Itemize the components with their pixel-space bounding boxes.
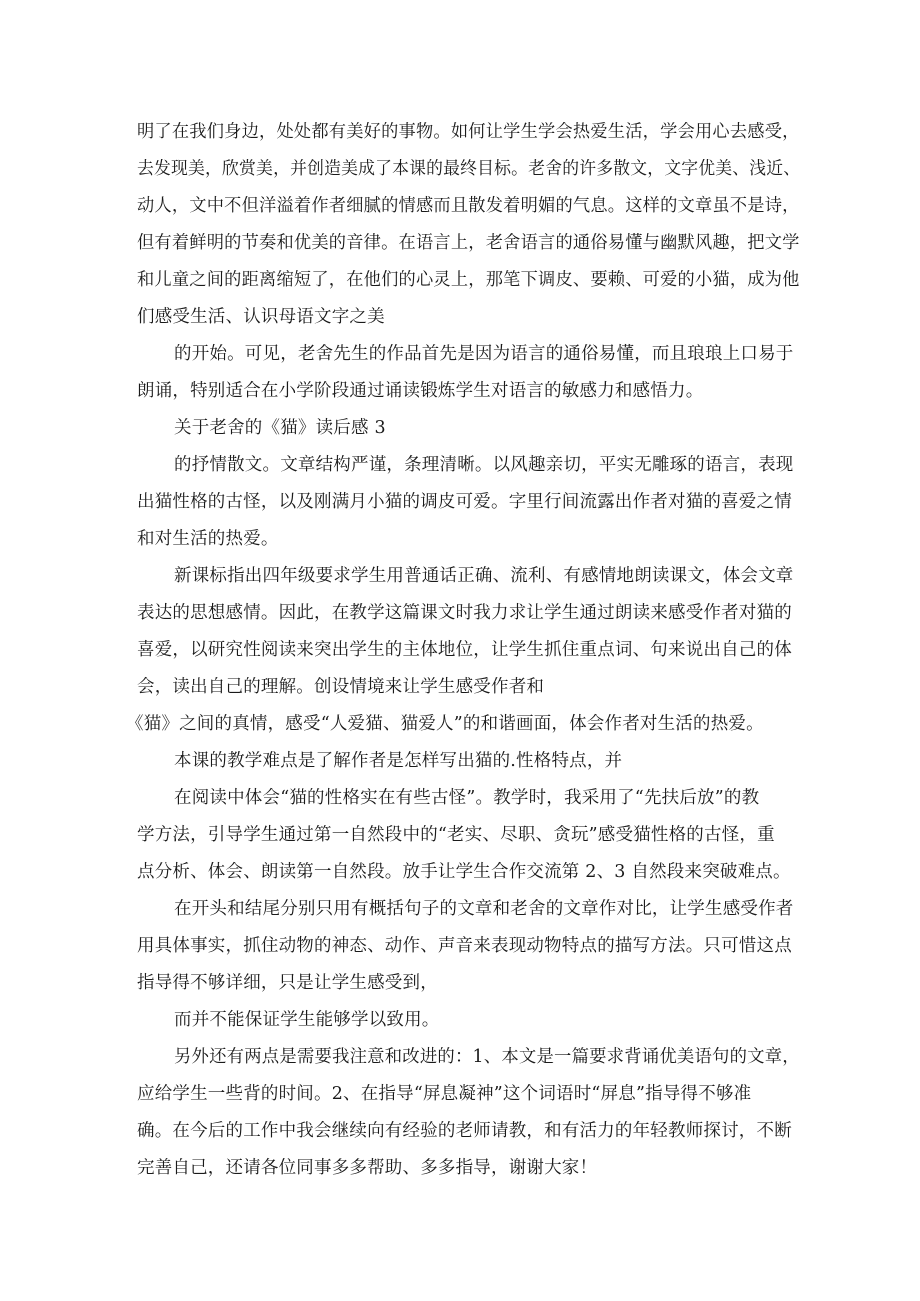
text-line: 的抒情散文。文章结构严谨，条理清晰。以风趣亲切，平实无雕琢的语言，表现 (174, 455, 794, 475)
text-line: 指导得不够详细，只是让学生感受到， (137, 973, 438, 993)
text-line: 会，读出自己的理解。创设情境来让学生感受作者和 (137, 677, 545, 697)
text-line: 新课标指出四年级要求学生用普通话正确、流利、有感情地朗读课文，体会文章 (174, 566, 794, 586)
text-line: 而并不能保证学生能够学以致用。 (174, 1010, 440, 1030)
text-line: 但有着鲜明的节奏和优美的音律。在语言上，老舍语言的通俗易懂与幽默风趣，把文学 (137, 233, 800, 253)
text-line: 应给学生一些背的时间。2、在指导“屏息凝神”这个词语时“屏息”指导得不够准 (137, 1084, 752, 1104)
text-line: 学方法，引导学生通过第一自然段中的“老实、尽职、贪玩”感受猫性格的古怪，重 (137, 825, 775, 845)
text-line: 用具体事实，抓住动物的神态、动作、声音来表现动物特点的描写方法。只可惜这点 (137, 936, 792, 956)
text-line: 确。在今后的工作中我会继续向有经验的老师请教，和有活力的年轻教师探讨，不断 (137, 1121, 792, 1141)
text-line: 动人，文中不但洋溢着作者细腻的情感而且散发着明媚的气息。这样的文章虽不是诗， (137, 196, 800, 216)
text-line: 出猫性格的古怪，以及刚满月小猫的调皮可爱。字里行间流露出作者对猫的喜爱之情 (137, 492, 792, 512)
text-line: 的开始。可见，老舍先生的作品首先是因为语言的通俗易懂，而且琅琅上口易于 (174, 344, 794, 364)
text-line: 另外还有两点是需要我注意和改进的：1、本文是一篇要求背诵优美语句的文章， (174, 1047, 800, 1067)
text-line: 和儿童之间的距离缩短了，在他们的心灵上，那笔下调皮、要赖、可爱的小猫，成为他 (137, 270, 800, 290)
text-line: 表达的思想感情。因此，在教学这篇课文时我力求让学生通过朗读来感受作者对猫的 (137, 603, 792, 623)
text-line: 和对生活的热爱。 (137, 529, 279, 549)
text-line: 在阅读中体会“猫的性格实在有些古怪”。教学时，我采用了“先扶后放”的教 (174, 788, 760, 808)
text-line: 在开头和结尾分别只用有概括句子的文章和老舍的文章作对比，让学生感受作者 (174, 899, 794, 919)
text-line: 朗诵，特别适合在小学阶段通过诵读锻炼学生对语言的敏感力和感悟力。 (137, 381, 704, 401)
text-line: 喜爱，以研究性阅读来突出学生的主体地位，让学生抓住重点词、句来说出自己的体 (137, 640, 792, 660)
text-line: 明了在我们身边，处处都有美好的事物。如何让学生学会热爱生活，学会用心去感受， (137, 122, 800, 142)
text-line: 们感受生活、认识母语文字之美 (137, 307, 385, 327)
text-line: 完善自己，还请各位同事多多帮助、多多指导，谢谢大家！ (137, 1158, 598, 1178)
text-line: 点分析、体会、朗读第一自然段。放手让学生合作交流第 2、3 自然段来突破难点。 (137, 862, 791, 882)
text-line: 本课的教学难点是了解作者是怎样写出猫的.性格特点，并 (174, 751, 623, 771)
text-line: 去发现美，欣赏美，并创造美成了本课的最终目标。老舍的许多散文，文字优美、浅近、 (137, 159, 801, 179)
text-line: 《猫》之间的真情，感受“人爱猫、猫爱人”的和谐画面，体会作者对生活的热爱。 (126, 714, 764, 734)
section-heading: 关于老舍的《猫》读后感 3 (174, 418, 386, 438)
